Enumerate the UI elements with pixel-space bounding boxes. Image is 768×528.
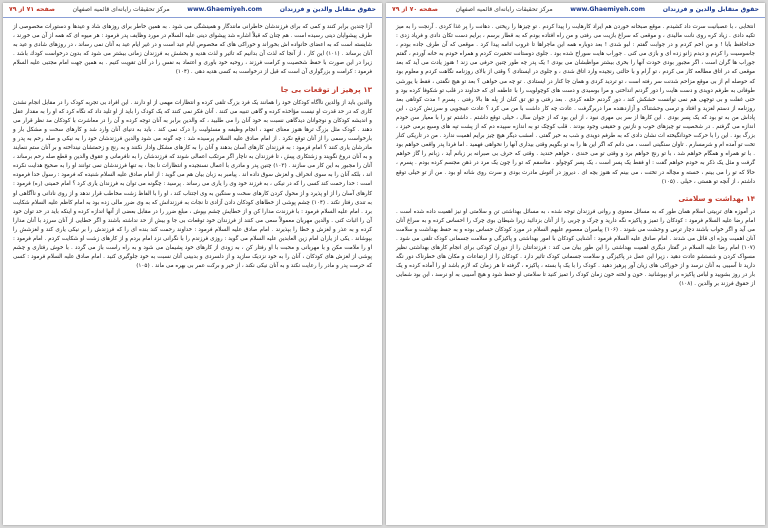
left-header-site-link[interactable]: www.Ghaemiyeh.com: [187, 6, 263, 13]
left-page-content: [3, 18, 382, 525]
right-page-content: [386, 18, 765, 525]
left-page: [3, 3, 382, 525]
left-section-heading: ۱۳ پرهيز از توقعات بى جا: [280, 84, 372, 94]
left-page-number: صفحه ۷۱ از ۷۹: [9, 6, 55, 13]
right-header-title: حقوق متقابل والدين و فرزندان: [662, 6, 759, 13]
book-spread: [3, 3, 765, 525]
left-paragraph-2: والدين بايد از والدين ناآگاه كودكان خود را همانند يک فرد بزرگ تلقى كرده و انتظارات مهمى از او دارند . اين افراد بى تجربه كودک را در مقابل انجام نشدن كارى كه در حد قدرت او نيست مؤاخذه كرده و گاهى تنبيه مى كنند . آنان فكر نمى كنند كه يک كودک را بايد از او تليد داد كه نگاه كرد كه او را به مقدار عقل و انديشه كودكان و نوجوانان ديدگاهى نسبت به خود آنان را مى طلبيد ، كه والدين برابر به آنان توجه كرده و آن را در معاشرت با كودكان مد نظر قرار مى دهند . كودک مثل بزرگ ترها هنوز معناى تعهد ، انجام وظيفه و مسئوليت را درک نمى كند . بايد به دنياى آنان وارد شد و كارهاى سخت و مشكل بار و بارخواست رسمى را از آنان توقع نكرد . از امام صادق عليه السلام پرسيده شد : چه گونه مى شود والدين فرزندشان خود را به نيكى و صله رحم به پدر و مادرشان يارى كنند ؟ امام فرمود : به فرزندان كارهاى آسان بدهند و آنان را به كارهاى مشكل وادار نكنند و به رنج و زحمتشان نينداخته و بر آنان ستم ننمايند و به آنان دروغ نگويند و زشتكارى پيش ، تا فرزندان به ناچار اگر مرتكب اعمالى شوند كه فرزندشان را به نافرمانى و عقوق والدين و قطع صله رحم برساند ، آنان را مجبور به اين كار مى سازند . (۱۰۳) چنين پدر و مادرى با اعمال نسنجيده و انتظارات نا بجا ، به تنها فرزندشان نمى توانند او را به صحيح هدايت نكرده اند ، بلكه آنان را به سوى انحراف و لغزش سوق داده اند . پيامبر به زبان بيان هم مى گويد : از امام صادق عليه السلام شنيده كه فرمود : رسول خدا فرموده است : خدا رحمت كند كسى را كه در نيكى ، به فرزند خود وى را يارى مى رساند . پرسيد : چگونه مى توان به فرزندان يارى كرد ؟ امام خمينى (ره) فرمود : كارهاى آسان را از او پذيرد و از محول كردن كارهاى سخت و سنگين به وى اجتناب كند ، او را با الفاظ زشت مخاطب قرار ندهد و از روى نادانى و ناآگاهى او به تندى رفتار نكند . (۱۰۴) چشم پوشى از خطاهاى كودكان دادن آزادى تا نجات به فرزندانش كه به وى ضرر مالى زده بود به امام كاظم عليه السلام شكايت برد . امام عليه السلام فرمود : با فرزندت مدارا كن و از خطايش چشم بپوش ، مبلغ ضرر را در مقابل بعضى از آنها اندازه كرده و اينكه بايد در حد توان خود آن را اثبات كنى . والدين مهربان معمولاً سعى مى كنند از فرزندان خود توقعات بى جا و بيش از حد نداشته باشند و اگر خطايى از آنان سرزد با آنان مدارا كرده و به عذر و لغزش و خطا را بپذيرند . امام صادق عليه السلام فرمود : خداوند رحمت كند بنده اى را كه فرزندش را بر نيكى يارى كند و لغزشش را بپوشاند . يكى از ياران امام زين العابدين عليه السلام مى گويد : روزى فرزندم را با نگرانى نزد امام بردم و از كارهاى زشت او شكايت كردم . امام فرمود : او را ملامت مكن و با مهربانى و محبت با او رفتار كن ، به زودى از كارهاى خود پشيمان مى شود و به راه راست باز مى گردد . با خوش رفتارى و چشم پوشى از لغزش هاى كودكان ، آنان را به خود نزديک سازيد و از دلسردى و بدبينى آنان نسبت به خود جلوگيرى كنيد . امام صادق عليه السلام فرمود : كسى كه حرمت پدر و مادر را رعايت نكند و به آنان نيكى نكند ، از خير و بركت عمر بى بهره مى ماند . (۱۰۵): [13, 99, 372, 270]
right-paragraph-2: در آموزه هاى تربيتى اسلام همان طور كه به مسائل معنوى و روانى فرزندان توجه شده ، به مسائل بهداشتى تن و سلامتى او نيز اهميت داده شده است . امام رضا عليه السلام فرمود : كودكان را تميز و پاكيزه نگه داريد و چرک و چربى را از آنان بزدائيد زيرا شيطان بوى چرک را احساس كرده و به سراغ آنان مى آيد و اگر خواب باشند دچار ترس و وحشت مى شوند . (۱۰۶) پيامبران معصوم عليهم السلام در مورد كودكان حساس بوده و به حفظ بهداشت و سلامت آنان اهميت ويژه اى قائل مى شدند . امام صادق عليه السلام فرمود : آشنايى كودكان با امور بهداشتى و پاكيزگى و سلامت جسمانى كودک تلقى مى شود . (۱۰۷) امام رضا عليه السلام در گفتار ديگرى اهميت بهداشتى را اين طور بيان مى كند : فرزندانتان را از دوران كودكى براى انجام كارهاى بهداشتى نظير مسواک كردن و شستشو عادت دهيد ، زيرا اين عمل در پاكيزگى و سلامت جسمانى كودک تاثير دارد . كودكان را از ارتفاعات و مكان هاى خطرناک دور نگه داريد تا آسيبى به آنان نرسد و از خوراكى هاى زيان آور پرهيز دهيد . كودک را با يک پا بسته ، پاكيزه ، گرفته تا هر زمان كه لازم باشد او را آماده كرده و يک بار در روز بشوييد و لباس پاكيزه بر او بپوشانيد . خون و لخته خون زمان كودک را تميز كنيد تا سلامتى او حفظ شود و هيچ آسيبى به او نرسد ، اين بود شمايى از حقوق فرزند بر والدين . (۱۰۸): [396, 208, 755, 288]
right-page-number: صفحه ۷۰ از ۷۹: [392, 6, 438, 13]
right-page-header: [386, 3, 765, 18]
right-header-site-link[interactable]: www.Ghaemiyeh.com: [570, 6, 646, 13]
right-paragraph-1: انتخابى ، با عصبانيت سرت داد كشيدم . موقع صبحانه خوردن هم ايراد كارهايت را پيدا كردم . تو چيزها را ريختى . دهانت را پر غذا كردى . آرنجت را به ميز تكيه دادى . زياد كره روى نانت ماليدى ، و موقعى كه سراغ بازيت مى رفتى و من راه افتاده بودم كه به قطار برسم ، برايم دست تكان دادى و فرياد زدى : خداحافظ بابا ! و من اخم كردم و در جوابت گفتم : لبو شدى ! بعد دوباره همه اين ماجراها تا غروب ادامه پيدا كرد . موقعى كه آن طرف جاده بودم ، جاسوسيت را كردم و ديدم زانو زده اى و بازى مى كنى . جوراب هايت سوراخ شده بود . جلوى دوستانت تحقيرت كردم و همراه خودم به خانه آوردم ، گفتم جوراب ها گران است ، اگر مجبور بودى خودت آنها را بخرى بيشتر مواظبشان مى بودى ! يک پدر چه طور چنين حرفى مى زند ! هنوز يادت مى آيد كه بعد موقعى كه در اتاق مطالعه كار مى كردم ، تو آرام و با حالتى رنجيده وارد اتاق شدى ، و جلوى در ايستادى ؟ وقتى از بالاى روزنامه نگاهت كردم و معلوم بود كه حوصله ام از بى موقع مزاحم شدنت سر رفته است ، تو ترديد كردى و همان جا كنار در ايستادى . تو چه مى خواهى ؟ بعد تو هيچ نگفتى ، فقط با يورشى طوفانى به طرفم دويدى و دست هايت را دور گردنم انداختى و مرا بوسيدى و دست هاى كوچولويت را با عاطفه اى كه خداوند در قلب تو شكوفا كرده بود و حتى غفلت و بى توجهى هم نمى توانست خشكش كند ، دور گردنم حلقه كردى . بعد رفتى و تق تق كنان از پله ها بالا رفتى . پسرم ! مدت كوتاهى بعد روزنامه از دستم لغزيد و افتاد و ترسى وحشتناک و آزاردهنده مرا دربرگرفت . عادت چه كار داشت با من مى كرد ؟ عادت عيبجويى و سرزنش كردن ، اين پاداش من به تو بود كه يک پسر بودى . اين كارها از سر بى مهرى نبود ، از اين بود كه از جوان سال ، خيلى توقع داشتم . داشتم تو را با معيار سن خودم اندازه مى گرفتم . در شخصيت تو چيزهاى خوب و نازنين و حقيقى وجود بودند . قلب كوچک تو به اندازه سپيده دم كه از پشت تپه هاى وسيع برمى خيزد ، بزرگ بود . اين را با حركت خودانگيخته ات نشان دادى كه به طرفم دويدى و شب به خير گفتى . امشب ديگر هيچ چيز برايم اهميت ندارد . من در تاريكى كنار تخت تو آمده ام و شرمسارم . تاوان سنگينى است ، مى دانم كه اگر اين ها را به تو بگويم وقتى بيدارى آنها را نخواهى فهميد . اما فردا پدر واقعى خواهم بود . با تو همراه و همگام خواهم شد ، با تو رنج خواهم برد و وقتى تو مى خندى ، خواهم خنديد . وقتى كه حرف بى صبرانه بر زبانم آيد ، زبانم را گاز خواهم گرفت و مثل يک ذكر به خودم خواهم گفت : او فقط يک پسر است ، يک پسر كوچولو . متاسفم كه تو را چون يک مرد در ذهن مجسم كرده بودم . پسرم ، حالا كه تو را مى بينم ، خسته و مچاله در تختت ، مى بينم كه هنوز بچه اى . ديروز در آغوش مادرت بودى و سرت روى شانه او بود . من از تو خيلى توقع داشتم ، از آنچه تو هستى ، خيلى . (۱۰۵): [396, 24, 755, 185]
left-header-center-text: مركز تحقيقات رايانه‌اى قائميه اصفهان: [72, 6, 170, 13]
left-paragraph-1: آزا چندين برابر كنند و كمى كه براى فرزندشان خاطرانى مانندگار و همينشگى مى شود . به همين خاطر براى روزهاى شاد و عيدها و دستورات مخصوصى از طرف پيشوايان دينى رسيده است . هم چنان كه قبلاً اشاره شد پيشواى دينى عليه السلام در مورد وظايف پدر فرمود : هر ميوه اى كه همه از آن مى خورند ، شايسته است كه به اعضاى خانواده اش بخوراند و خوراكى هاى كه مخصوص ايام عيد است و در غير ايام عيد به آنان نمى رساند ، در روزهاى شادى و عيد به آنان برساند . (۱۰۱) اين كار ، از آنجا كه لذت آن بدانيم كه تاثير و لذت هديه و بخشش به فرزندان زمانى بيشتر مى شود كه بدون درخواست كودك باشد . زيرا در اين صورت با حفظ شخصيت و كرامت فرزند ، روحيه خود باورى و اعتماد به نفس را در آنان تقويت كنيم . به همين جهت امام مجتبى عليه السلام فرمود : كرامت و بزرگوارى آن است كه قبل از درخواست به كسى هديه دهى . (۱۰۴): [13, 24, 372, 76]
right-section-heading: ۱۴ بهداشت و سلامتى: [678, 193, 755, 203]
right-header-center-text: مركز تحقيقات رايانه‌اى قائميه اصفهان: [455, 6, 553, 13]
right-page: [386, 3, 765, 525]
left-page-header: [3, 3, 382, 18]
left-header-title: حقوق متقابل والدين و فرزندان: [279, 6, 376, 13]
